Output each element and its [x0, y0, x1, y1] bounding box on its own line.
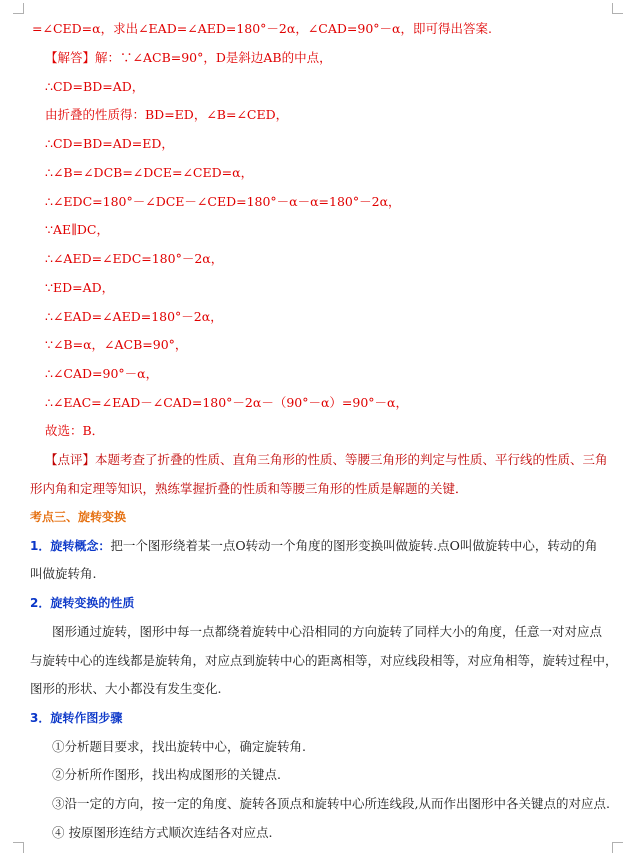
- property-heading: 2．旋转变换的性质: [30, 596, 135, 610]
- comment-line: 形内角和定理等知识，熟练掌握折叠的性质和等腰三角形的性质是解题的关键．: [30, 481, 468, 496]
- solution-line: ∴∠EAD=∠AED=180°－2α，: [45, 309, 223, 324]
- solution-line: ∵AE∥DC，: [45, 222, 109, 237]
- solution-line: ∴∠B=∠DCB=∠DCE=∠CED=α，: [45, 165, 254, 180]
- concept-text: 把一个图形绕着某一点O转动一个角度的图形变换叫做旋转.点O叫做旋转中心，转动的角: [110, 538, 598, 553]
- solution-line: 由折叠的性质得：BD=ED，∠B=∠CED，: [45, 107, 289, 122]
- solution-line: ∴∠EAC=∠EAD－∠CAD=180°－2α－（90°－α）=90°－α，: [45, 395, 408, 410]
- step-item: ③沿一定的方向，按一定的角度、旋转各顶点和旋转中心所连线段,从而作出图形中各关键点的对应点.: [52, 796, 610, 811]
- section-title: 考点三、旋转变换: [30, 510, 127, 524]
- solution-line: ∴∠AED=∠EDC=180°－2α，: [45, 251, 224, 266]
- step-item: ②分析所作图形，找出构成图形的关键点.: [52, 767, 281, 782]
- concept-line: [30, 537, 597, 555]
- concept-line: 叫做旋转角.: [30, 566, 97, 581]
- solution-line: ∵∠B=α，∠ACB=90°，: [45, 337, 188, 352]
- solution-line: ∴∠EDC=180°－∠DCE－∠CED=180°－α－α=180°－2α，: [45, 194, 401, 209]
- solution-line: ∴∠CAD=90°－α，: [45, 366, 159, 381]
- property-line: 图形通过旋转，图形中每一点都绕着旋转中心沿相同的方向旋转了同样大小的角度，任意一对对应点: [52, 624, 603, 639]
- steps-heading: 3．旋转作图步骤: [30, 711, 123, 725]
- page-corner-mark: [612, 842, 623, 853]
- page-corner-mark: [13, 842, 24, 853]
- page-corner-mark: [13, 3, 24, 14]
- step-item: ④ 按原图形连结方式顺次连结各对应点.: [52, 825, 273, 840]
- property-line: 与旋转中心的连线都是旋转角，对应点到旋转中心的距离相等，对应线段相等，对应角相等，旋转过程中，: [30, 653, 618, 668]
- solution-line: 【解答】解：∵∠ACB=90°，D是斜边AB的中点，: [45, 50, 332, 65]
- step-item: ①分析题目要求，找出旋转中心，确定旋转角.: [52, 739, 306, 754]
- concept-label: 1．旋转概念：: [30, 539, 111, 553]
- page-corner-mark: [612, 3, 623, 14]
- comment-line: 【点评】本题考查了折叠的性质、直角三角形的性质、等腰三角形的判定与性质、平行线的性质、三角: [45, 452, 608, 467]
- solution-line: =∠CED=α，求出∠EAD=∠AED=180°－2α，∠CAD=90°－α，即可得出答案.: [32, 21, 492, 36]
- property-line: 图形的形状、大小都没有发生变化.: [30, 681, 222, 696]
- solution-line: 故选：B．: [45, 423, 105, 438]
- solution-line: ∴CD=BD=AD，: [45, 79, 145, 94]
- solution-line: ∴CD=BD=AD=ED，: [45, 136, 174, 151]
- solution-line: ∵ED=AD，: [45, 280, 115, 295]
